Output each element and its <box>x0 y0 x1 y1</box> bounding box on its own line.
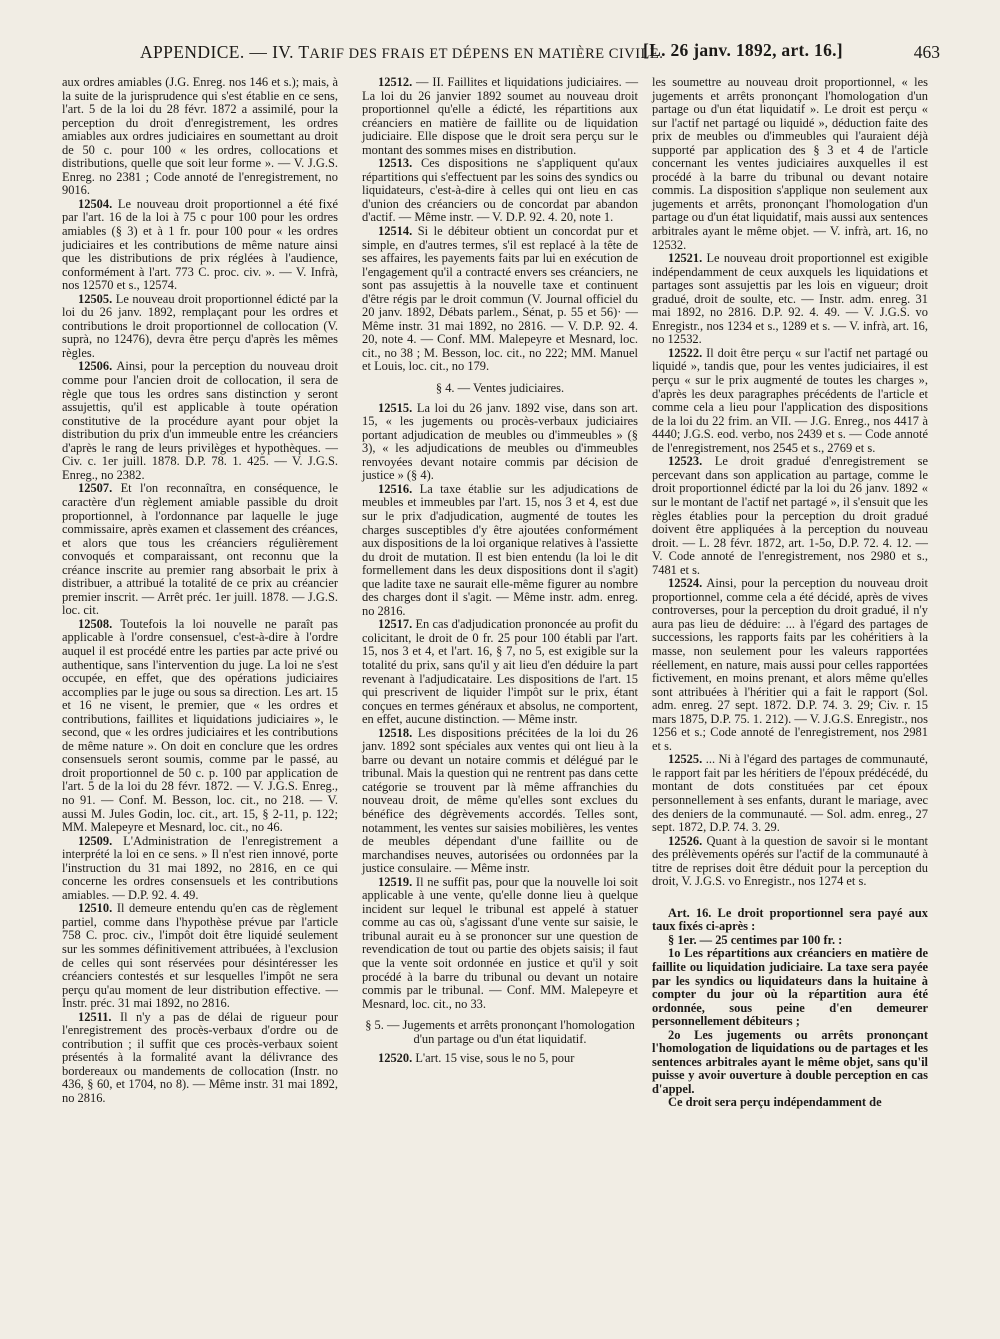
paragraph-text: Et l'on reconnaîtra, en conséquence, le caractère d'un règlement amiable passible du droit proportionnel, à l'ordonnance par laquelle le juge commissaire, après examen et classement des créances, et alors que tous les créanciers régulièrement convoqués et comparaissant, ont reconnu que la créance inscrite au premier rang absorbait le prix à distribuer, a attribué la totalité de ce prix au créancier premier inscrit. — Arrêt préc. 1er juill. 1878. — J.G.S. loc. cit. <box>62 481 339 618</box>
paragraph-number: 12526. <box>668 833 703 848</box>
paragraph-text: § 4. — Ventes judiciaires. <box>435 381 565 396</box>
paragraph <box>652 835 928 889</box>
paragraph-number: 12520. <box>378 1051 413 1066</box>
paragraph-number: 12521. <box>668 251 703 266</box>
paragraph <box>362 1052 638 1066</box>
paragraph <box>652 753 928 834</box>
paragraph-number: 12515. <box>378 400 413 415</box>
paragraph <box>62 76 338 198</box>
paragraph-text: L'Administration de l'enregistrement a interprété la loi en ce sens. » Il n'est rien innové, porte l'instruction du 31 mai 1892, no 2816, en ce qui concerne les ordres consensuels et les contributions amiables. — D.P. 92. 4. 49. <box>62 833 338 902</box>
paragraph <box>362 876 638 1011</box>
paragraph <box>652 577 928 753</box>
paragraph-number: 12506. <box>78 359 113 374</box>
paragraph-text: aux ordres amiables (J.G. Enreg. nos 146 et s.); mais, à la suite de la jurisprudence qui s'est établie en ce sens, l'art. 5 de la loi du 28 févr. 1872 a assimilé, pour la perception du droit d'enregistrement, les ordres amiables aux ordres judiciaires en soumettant au droit de 50 c. pour 100 « les ordres, collocations et distributions, quelle que soit leur forme ». — V. J.G.S. Enreg. no 2381 ; Code annoté de l'enregistrement, no 9016. <box>62 75 338 198</box>
paragraph-number: 12504. <box>78 196 113 211</box>
paragraph-text: Il doit être perçu « sur l'actif net partagé ou liquidé », tandis que, pour les ventes judiciaires, il est perçu « sur le prix augmenté de toutes les charges », d'après les deux paragraphes précédents de l'article et comme cela a lieu pour l'application des dispositions de la loi du 22 frim. an VII. — J.G. Enreg., nos 4417 à 4440; J.G.S. eod. verbo, nos 2439 et s. — Code annoté de l'enregistrement, nos 2545 et s., 2769 et s. <box>652 345 928 455</box>
paragraph-text: Toutefois la loi nouvelle ne paraît pas applicable à l'ordre consensuel, c'est-à-dire à l'ordre auquel il est procédé entre les parties par acte privé ou authentique, sans l'intervention du juge. La loi ne s'est occupée, en effet, que des opérations judiciaires accomplies par le juge ou sous sa direction. Les art. 15 et 16 ne visent, le premier, que « les ordres et contributions, faillites et liquidations judiciaires », le second, que « les ordres judiciaires et les contributions de même nature ». On doit en conclure que les ordres consensuels seront soumis, comme par le passé, au droit proportionnel de 50 c. p. 100 par application de l'art. 5 de la loi du 28 févr. 1872. — V. J.G.S. Enreg., no 91. — Conf. M. Besson, loc. cit., no 218. — V. aussi M. Jules Godin, loc. cit., art. 15, § 2-11, p. 122; MM. Malepeyre et Mesnard, loc. cit., no 46. <box>62 616 338 835</box>
column-middle <box>362 76 638 1066</box>
paragraph <box>652 947 928 1028</box>
paragraph-number: 12525. <box>668 752 703 767</box>
paragraph-text: Les dispositions précitées de la loi du 26 janv. 1892 sont spéciales aux ventes qui ont lieu à la barre ou devant un notaire commis et délégué par le tribunal. Mais la question qui ne rentrent pas dans cette catégorie se trouvent par là même affranchies du nouveau droit, de même qu'elles sont exclues du bénéfice des dégrèvements accordés. Telles sont, notamment, les ventes sur saisies mobilières, les ventes de meubles dépendant d'une faillite ou de marchandises neuves, autorisées ou ordonnées par la justice consulaire. — Même instr. <box>362 725 638 876</box>
paragraph-number: 12519. <box>378 874 413 889</box>
paragraph-text: ... Ni à l'égard des partages de communauté, le rapport fait par les héritiers de l'époux prédécédé, du montant de dots constituées par cet époux personnellement à ses enfants, durant le mariage, avec des deniers de la communauté. — Sol. adm. enreg., 27 sept. 1872, D.P. 74. 3. 29. <box>652 752 928 835</box>
paragraph <box>652 907 928 934</box>
paragraph-number: 12509. <box>78 833 113 848</box>
paragraph-text: Le nouveau droit proportionnel a été fixé par l'art. 16 de la loi à 75 c pour 100 pour les ordres amiables (§ 3) et à 1 fr. pour 100 pour « les ordres judiciaires et les contributions de même nature ainsi que les distributions de prix réglées à l'audience, conformément à l'art. 773 C. proc. civ. ». — V. Infrà, nos 12570 et s., 12574. <box>62 196 338 293</box>
paragraph-text: § 5. — Jugements et arrêts prononçant l'homologation d'un partage ou d'un état liquidatif. <box>365 1018 635 1046</box>
paragraph <box>62 198 338 293</box>
paragraph <box>362 225 638 374</box>
paragraph <box>652 934 928 948</box>
paragraph-text: Ainsi, pour la perception du nouveau droit proportionnel, comme cela a été décidé, après de vives controverses, pour la perception du droit gradué, il n'y aura pas lieu de déduire: ... à l'égard des partages de successions, les rapports faits par les cohéritiers à la masse, non seulement pour les valeurs rapportées réellement, en nature, mais aussi pour celles rapportées fictivement, en moins prenant, et alors même qu'elles sont attribuées à l'héritier qui a fait le rapport (Sol. adm. enreg. 27 sept. 1872. D.P. 74. 3. 29; Civ. r. 15 mars 1875, D.P. 75. 1. 212). — V. J.G.S. Enregistr., nos 1256 et s.; Code annoté de l'enregistrement, nos 2981 et s. <box>652 576 928 753</box>
header-title <box>140 42 663 63</box>
paragraph-text: Il demeure entendu qu'en cas de règlement partiel, comme dans l'hypothèse prévue par l'article 758 C. proc. civ., l'impôt doit être liquidé seulement sur les sommes définitivement attribuées, à l'exclusion de celles qui sont réservées pour désintéresser les créanciers contestés et sur lesquelles l'impôt ne sera perçu qu'au moment de leur distribution effective. — Instr. préc. 31 mai 1892, no 2816. <box>62 901 339 1011</box>
paragraph-number: 12518. <box>378 725 413 740</box>
paragraph-text: Il n'y a pas de délai de rigueur pour l'enregistrement des procès-verbaux d'ordre ou de contribution ; il suffit que ces procès-verbaux soient présentés à la formalité avant la délivrance des bordereaux ou mandements de collocation (Instr. no 436, § 60, et 1704, no 8). — Même instr. 31 mai 1892, no 2816. <box>62 1009 338 1106</box>
paragraph-number: 12513. <box>378 156 413 171</box>
section-heading <box>362 1019 638 1046</box>
paragraph-number: 12507. <box>78 481 113 496</box>
paragraph <box>362 76 638 157</box>
paragraph <box>652 252 928 347</box>
header-title-smallcaps: ARIF DES FRAIS ET DÉPENS EN MATIÈRE CIVILE. <box>309 46 664 62</box>
paragraph-number: 12516. <box>378 481 413 496</box>
paragraph <box>62 618 338 835</box>
column-left <box>62 76 338 1106</box>
paragraph-number: 12510. <box>78 901 113 916</box>
paragraph-number: 12522. <box>668 345 703 360</box>
paragraph-text: Il ne suffit pas, pour que la nouvelle loi soit applicable à une vente, qu'elle donne lieu à quelque incident sur lequel le tribunal est appelé à statuer comme au cas où, s'agissant d'une vente sur saisie, le tribunal aurait eu à se prononcer sur une question de revendication de tout ou partie des objets saisis; il faut que la vente soit ordonnée en justice et qu'il y soit procédé à la barre du tribunal ou devant un notaire commis par le tribunal. — Conf. MM. Malepeyre et Mesnard, loc. cit., no 33. <box>362 874 639 1011</box>
paragraph-text: Ces dispositions ne s'appliquent qu'aux répartitions qui s'effectuent par les soins des syndics ou liquidateurs, c'est-à-dire à celles qui ont lieu en cas d'union des créanciers ou de concordat par abandon d'actif. — Même instr. — V. D.P. 92. 4. 20, note 1. <box>362 156 638 225</box>
paragraph <box>362 402 638 483</box>
paragraph <box>62 360 338 482</box>
paragraph-number: 12511. <box>78 1009 112 1024</box>
paragraph-text: L'art. 15 vise, sous le no 5, pour <box>415 1051 575 1066</box>
paragraph <box>652 1096 928 1110</box>
paragraph-number: 12508. <box>78 616 113 631</box>
paragraph <box>62 902 338 1010</box>
paragraph <box>362 483 638 618</box>
paragraph-text: Le nouveau droit proportionnel est exigible indépendamment de ceux auxquels les liquidations et partages sont assujettis par les lois en vigueur; droit gradué, droit de soulte, etc. — Instr. adm. enreg. 31 mai 1892, no 2816. D.P. 92. 4. 49. — V. J.G.S. vo Enregistr., nos 1234 et s., 1289 et s. — V. infrà, art. 16, no 12532. <box>652 251 929 347</box>
paragraph-text: Ainsi, pour la perception du nouveau droit comme pour l'ancien droit de collocation, il sera de règle que tous les ordres sans distinction y seront assujettis, qu'il est applicable à toute opération constitutive de la procédure ayant pour objet la distribution du prix d'un immeuble entre les créanciers d'après le rang de leurs privilèges et hypothèques. — Civ. c. 1er juill. 1878. D.P. 78. 1. 425. — V. J.G.S. Enreg., no 2382. <box>62 359 338 482</box>
paragraph-text: 1o Les répartitions aux créanciers en matière de faillite ou liquidation judiciaire. La taxe sera payée par les syndics ou liquidateurs dans la huitaine à compter du jour où la répartition aura été ordonnée, sous peine d'en demeurer personnellement débiteurs ; <box>652 946 928 1029</box>
paragraph-number: 12512. <box>378 75 413 89</box>
paragraph-text: 2o Les jugements ou arrêts prononçant l'homologation de liquidations ou de partages et les sentences arbitrales ayant le même objet, sans qu'il puisse y avoir ouverture à double perception en cas d'appel. <box>652 1027 928 1096</box>
section-heading <box>362 382 638 396</box>
paragraph-text: — II. Faillites et liquidations judiciaires. — La loi du 26 janvier 1892 soumet au nouveau droit proportionnel qu'elle a édicté, les répartitions aux créanciers en matière de faillite ou de liquidation judiciaire. Elle dispose que le droit sera perçu sur le montant des sommes mises en distribution. <box>362 75 639 157</box>
header-title-part: APPENDICE. — IV. T <box>140 42 310 62</box>
paragraph-text: Art. 16. Le droit proportionnel sera payé aux taux fixés ci-après : <box>652 905 928 934</box>
column-right <box>652 76 928 1110</box>
paragraph <box>652 455 928 577</box>
paragraph <box>62 1011 338 1106</box>
paragraph-number: 12505. <box>78 291 113 306</box>
paragraph <box>62 835 338 903</box>
paragraph-number: 12514. <box>378 224 413 239</box>
paragraph <box>62 293 338 361</box>
paragraph-text: En cas d'adjudication prononcée au profit du colicitant, le droit de 0 fr. 25 pour 100 établi par l'art. 15, nos 3 et 4, et l'art. 16, § 7, no 5, est exigible sur la totalité du prix, sans qu'il y ait lieu d'en déduire la part revenant à l'adjudicataire. Les dispositions de l'art. 15 qui prescrivent de liquider l'impôt sur le prix, étant conçues en termes généraux et absolus, ne comportent, en effet, aucune distinction. — Même instr. <box>362 617 639 727</box>
paragraph-text: Le nouveau droit proportionnel édicté par la loi du 26 janv. 1892, remplaçant pour les ordres et contributions le droit proportionnel de collocation (V. suprà, no 12476), devra être perçu d'après les mêmes règles. <box>62 291 338 360</box>
paragraph-number: 12524. <box>668 576 703 591</box>
paragraph-text: La taxe établie sur les adjudications de meubles et immeubles par l'art. 15, nos 3 et 4, est due sur le prix d'adjudication, augmenté de toutes les charges susceptibles d'y être ajoutées conformément aux dispositions de la loi organique relatives à l'assiette du droit de mutation. Il est bien entendu (la loi le dit formellement dans les deux dispositions dont il s'agit) que ladite taxe ne saurait elle-même figurer au nombre des charges dont il s'agit. — Même instr. adm. enreg. no 2816. <box>362 481 638 618</box>
paragraph <box>362 727 638 876</box>
page-number: 463 <box>913 42 940 62</box>
paragraph <box>62 482 338 617</box>
paragraph-text: § 1er. — 25 centimes par 100 fr. : <box>668 932 843 947</box>
paragraph-text: Si le débiteur obtient un concordat pur et simple, en d'autres termes, s'il est replacé à la tête de ses affaires, les payements faits par lui en exécution de l'engagement qu'il a contracté envers ses créanciers, ne sont pas assujettis à la nouvelle taxe et continuent d'être régis par le droit commun (V. Journal officiel du 20 janv. 1892, Débats parlem., Sénat, p. 55 et 56)· — Même instr. 31 mai 1892, no 2816. — V. D.P. 92. 4. 20, note 4. — Conf. MM. Malepeyre et Mesnard, loc. cit., no 38 ; M. Besson, loc. cit., no 222; MM. Manuel et Louis, loc. cit., no 179. <box>362 224 638 374</box>
paragraph-number: 12523. <box>668 454 703 469</box>
paragraph-text: La loi du 26 janv. 1892 vise, dans son art. 15, « les jugements ou procès-verbaux judiciaires portant adjudication de meubles ou d'immeubles » (§ 3), « les adjudications de meubles ou d'immeubles renvoyées devant notaire commis par décision de justice » (§ 4). <box>362 400 638 483</box>
paragraph <box>362 157 638 225</box>
paragraph-text: les soumettre au nouveau droit proportionnel, « les jugements et arrêts prononçant l'homologation d'un partage ou d'un état liquidatif ». Le droit est perçu « sur l'actif net partagé ou liquidé », déduction faite des prix de meubles ou d'immeubles qui l'auraient déjà supporté par application des § 3 et 4 de l'article concernant les ventes judiciaires auxquelles il est procédé à la barre du tribunal ou devant notaire commis. La disposition s'applique non seulement aux jugements et arrêts, prononçant l'homologation d'un partage ou d'un état liquidatif, mais aussi aux sentences arbitrales ayant le même objet. — V. infrà, art. 16, no 12532. <box>652 75 928 252</box>
paragraph <box>652 347 928 455</box>
paragraph <box>652 76 928 252</box>
paragraph-text: Le droit gradué d'enregistrement se percevant dans son application au partage, comme le droit proportionnel édicté par la loi du 26 janv. 1892 « sur le montant de l'actif net partagé », il s'ensuit que les règles établies pour la perception du droit gradué doivent être appliquées à la perception du nouveau droit. — L. 28 févr. 1872, art. 1-5o, D.P. 72. 4. 12. — V. Code annoté de l'enregistrement, nos 2980 et s., 7481 et s. <box>652 454 929 577</box>
paragraph-text: Ce droit sera perçu indépendamment de <box>668 1095 882 1110</box>
paragraph <box>652 1029 928 1097</box>
paragraph-number: 12517. <box>378 617 413 632</box>
running-header <box>78 38 948 68</box>
paragraph <box>362 618 638 726</box>
header-citation: [L. 26 janv. 1892, art. 16.] <box>643 40 843 60</box>
paragraph-text: Quant à la question de savoir si le montant des prélèvements opérés sur l'actif de la communauté à titre de reprises doit être déduit pour la perception du droit, V. J.G.S. vo Enregistr., nos 1274 et s. <box>652 833 928 889</box>
